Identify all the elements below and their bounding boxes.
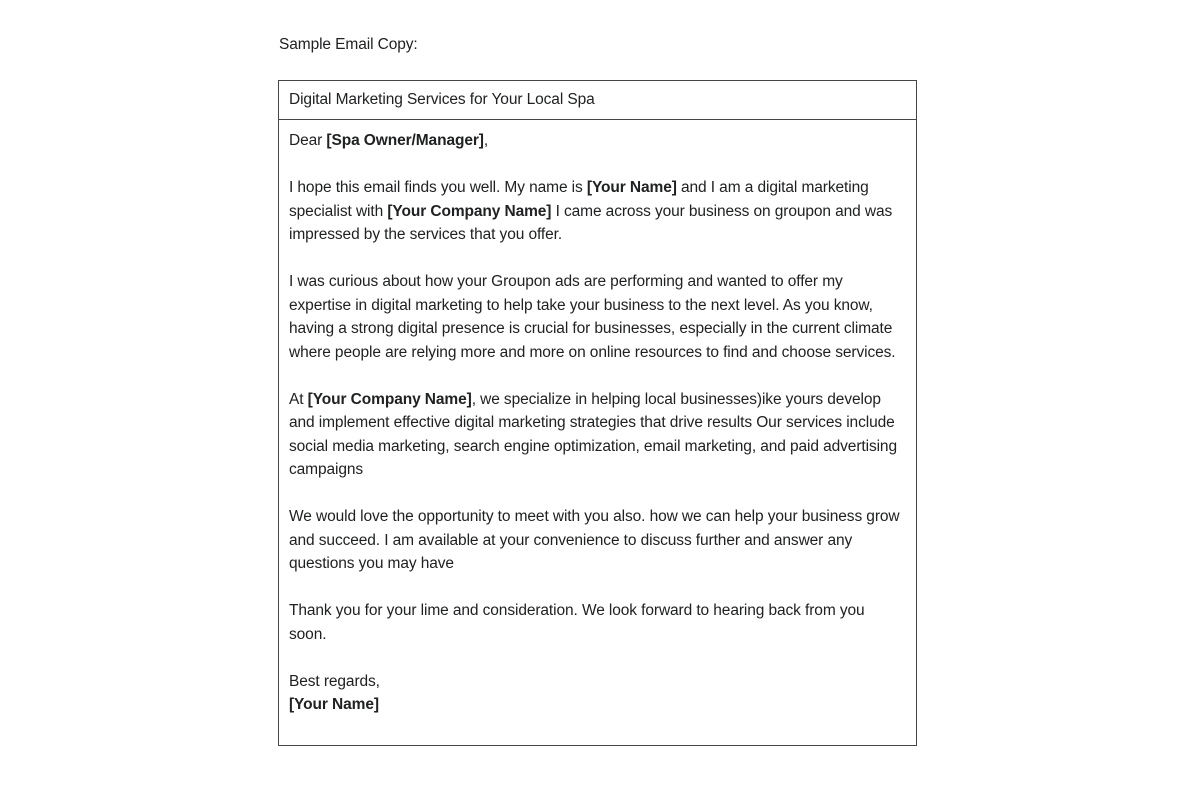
- body-text-run: I was curious about how your Groupon ads are performing and wanted to offer my expertise in digital marketing to help take your business to the next level. As you know, having a strong digital presence is crucial for businesses, especially in the current climate where people are relying more and more on online resources to find and choose services.: [289, 273, 896, 361]
- body-text-run: At: [289, 390, 308, 408]
- body-text-run: ,: [483, 132, 489, 149]
- placeholder-token: [Your Name]: [586, 179, 677, 196]
- placeholder-token: [Your Company Name]: [307, 390, 472, 408]
- email-paragraph: [289, 505, 906, 576]
- body-text-run: , we specialize in helping local businesses)ike yours develop and implement effective digital marketing strategies that drive results Our services include social media marketing, search engine optimization, email marketing, and paid advertising campaigns: [289, 390, 897, 478]
- body-text-run: Dear: [289, 132, 327, 149]
- placeholder-token: [Spa Owner/Manager]: [326, 132, 484, 149]
- email-sample-box: [278, 80, 917, 746]
- placeholder-token: [Your Name]: [289, 696, 379, 713]
- body-text-run: Thank you for your lime and consideration. We look forward to hearing back from you soon.: [289, 602, 865, 643]
- body-text-run: I came across your business on groupon and was impressed by the services that you offer.: [289, 202, 893, 243]
- email-body: [279, 120, 916, 727]
- email-paragraph: [289, 670, 906, 717]
- body-text-run: I hope this email finds you well. My name is: [289, 179, 587, 196]
- body-text-run: We would love the opportunity to meet with you also. how we can help your business grow and succeed. I am available at your convenience to discuss further and answer any questions you may have: [289, 508, 900, 572]
- email-paragraph: [289, 129, 906, 153]
- email-paragraph: [289, 270, 906, 364]
- body-text-run: and I am a digital marketing specialist with: [289, 179, 869, 220]
- email-paragraph: [289, 599, 906, 646]
- email-subject: Digital Marketing Services for Your Local Spa: [279, 81, 916, 120]
- page-title: Sample Email Copy:: [279, 36, 418, 53]
- body-text-run: Best regards,: [289, 672, 380, 690]
- placeholder-token: [Your Company Name]: [387, 202, 552, 220]
- email-paragraph: [289, 176, 906, 247]
- email-paragraph: [289, 388, 906, 482]
